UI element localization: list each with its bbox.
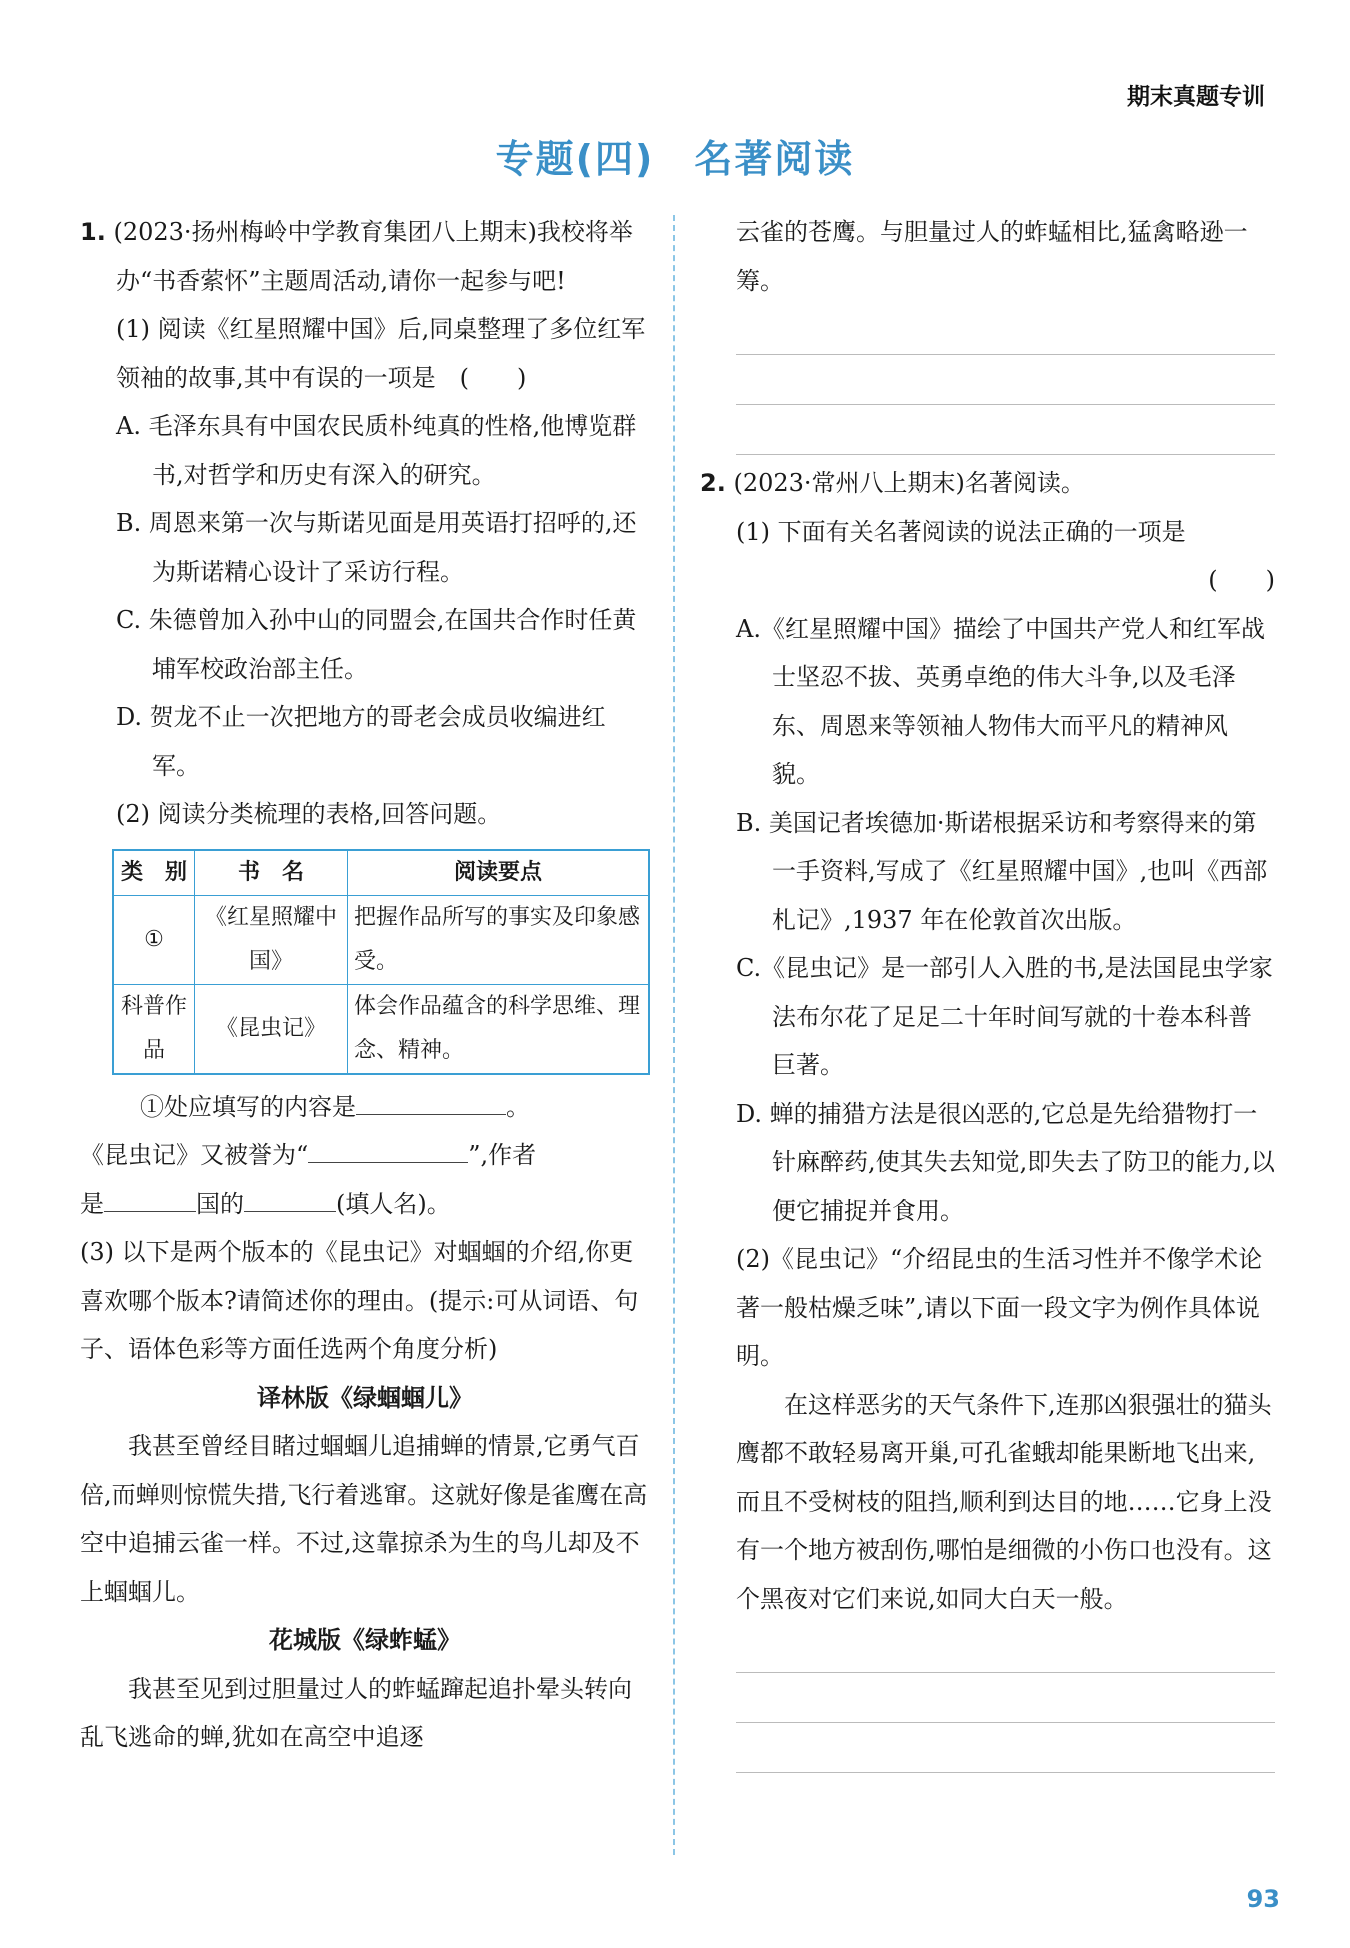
q1-option-d: D. 贺龙不止一次把地方的哥老会成员收编进红军。 <box>116 703 606 780</box>
q1-option-b: B. 周恩来第一次与斯诺见面是用英语打招呼的,还为斯诺精心设计了采访行程。 <box>116 509 637 586</box>
table-cell: 《昆虫记》 <box>195 984 348 1074</box>
table-header-row <box>113 850 649 896</box>
answer-line[interactable] <box>736 405 1275 455</box>
answer-blank[interactable] <box>356 1084 506 1115</box>
q2-option-b: B. 美国记者埃德加·斯诺根据采访和考察得来的第一手资料,写成了《红星照耀中国》,也叫《西部札记》,1937 年在伦敦首次出版。 <box>736 808 1268 934</box>
table-cell: 把握作品所写的事实及印象感受。 <box>348 895 650 984</box>
q1-part3-stem: (3) 以下是两个版本的《昆虫记》对蝈蝈的介绍,你更喜欢哪个版本?请简述你的理由。(提示:可从词语、句子、语体色彩等方面任选两个角度分析) <box>80 1238 639 1363</box>
column-divider <box>673 215 675 1855</box>
version1-text: 我甚至曾经目睹过蝈蝈儿追捕蝉的情景,它勇气百倍,而蝉则惊慌失措,飞行着逃窜。这就好像是雀鹰在高空中追捕云雀一样。不过,这靠掠杀为生的鸟儿却及不上蝈蝈儿。 <box>80 1432 648 1606</box>
q1-fill-line-1: ①处应填写的内容是 。 <box>80 1083 650 1132</box>
q2-number: 2. <box>700 469 726 497</box>
q1-option-c: C. 朱德曾加入孙中山的同盟会,在国共合作时任黄埔军校政治部主任。 <box>116 606 637 683</box>
version2-title: 花城版《绿蚱蜢》 <box>269 1626 461 1654</box>
table-row <box>113 984 649 1074</box>
table-cell: 《红星照耀中国》 <box>195 895 348 984</box>
q2-intro: 2. (2023·常州八上期末)名著阅读。 <box>700 469 1085 497</box>
q1-fill-line-3: 是 国的 (填人名)。 <box>80 1180 650 1229</box>
answer-line[interactable] <box>736 305 1275 355</box>
section-header-label: 期末真题专训 <box>1127 84 1265 110</box>
answer-line[interactable] <box>736 1673 1275 1723</box>
q2-option-d: D. 蝉的捕猎方法是很凶恶的,它总是先给猎物打一针麻醉药,使其失去知觉,即失去了防卫的能力,以便它捕捉并食用。 <box>736 1099 1275 1225</box>
answer-line[interactable] <box>736 1723 1275 1773</box>
q2-part2-stem: (2)《昆虫记》“介绍昆虫的生活习性并不像学术论著一般枯燥乏味”,请以下面一段文字为例作具体说明。 <box>736 1245 1263 1370</box>
answer-blank[interactable] <box>104 1181 196 1212</box>
q1-number: 1. <box>80 218 106 246</box>
reading-table <box>112 849 650 1075</box>
table-header: 书 名 <box>195 850 348 896</box>
q1-fill-line-2: 《昆虫记》又被誉为“ ”,作者 <box>80 1131 650 1180</box>
page-number: 93 <box>1246 1885 1280 1913</box>
version2-text-end: 云雀的苍鹰。与胆量过人的蚱蜢相比,猛禽略逊一筹。 <box>736 218 1248 295</box>
table-cell: 体会作品蕴含的科学思维、理念、精神。 <box>348 984 650 1074</box>
right-column <box>700 208 1275 1773</box>
q2-option-a: A.《红星照耀中国》描绘了中国共产党人和红军战士坚忍不拔、英勇卓绝的伟大斗争,以及毛泽东、周恩来等领袖人物伟大而平凡的精神风貌。 <box>736 614 1265 788</box>
answer-blank[interactable] <box>244 1181 336 1212</box>
answer-blank[interactable] <box>308 1132 468 1163</box>
q1-option-a: A. 毛泽东具有中国农民质朴纯真的性格,他博览群书,对哲学和历史有深入的研究。 <box>116 412 637 489</box>
table-header: 阅读要点 <box>348 850 650 896</box>
page-title: 专题(四) 名著阅读 <box>495 137 855 181</box>
table-header: 类 别 <box>113 850 195 896</box>
q1-part1-stem: (1) 阅读《红星照耀中国》后,同桌整理了多位红军领袖的故事,其中有误的一项是 ( ) <box>116 315 646 392</box>
version2-text-start: 我甚至见到过胆量过人的蚱蜢蹿起追扑晕头转向乱飞逃命的蝉,犹如在高空中追逐 <box>80 1674 632 1751</box>
table-row <box>113 895 649 984</box>
version1-title: 译林版《绿蝈蝈儿》 <box>257 1383 473 1412</box>
q2-part1-stem: (1) 下面有关名著阅读的说法正确的一项是 <box>736 517 1186 546</box>
answer-line[interactable] <box>736 1623 1275 1673</box>
q2-option-c: C.《昆虫记》是一部引人入胜的书,是法国昆虫学家法布尔花了足足二十年时间写就的十卷本科普巨著。 <box>736 954 1273 1079</box>
table-cell: 科普作品 <box>113 984 195 1074</box>
q2-passage: 在这样恶劣的天气条件下,连那凶狠强壮的猫头鹰都不敢轻易离开巢,可孔雀蛾却能果断地飞出来,而且不受树枝的阻挡,顺利到达目的地……它身上没有一个地方被刮伤,哪怕是细微的小伤口也没有。这个黑夜对它们来说,如同大白天一般。 <box>736 1390 1272 1613</box>
q1-intro: 1. (2023·扬州梅岭中学教育集团八上期末)我校将举办“书香萦怀”主题周活动,请你一起参与吧! <box>80 218 633 295</box>
table-cell: ① <box>113 895 195 984</box>
left-column <box>80 208 650 1762</box>
q1-part2-stem: (2) 阅读分类梳理的表格,回答问题。 <box>116 800 502 828</box>
q2-answer-paren[interactable]: ( ) <box>1208 566 1275 594</box>
answer-line[interactable] <box>736 355 1275 405</box>
